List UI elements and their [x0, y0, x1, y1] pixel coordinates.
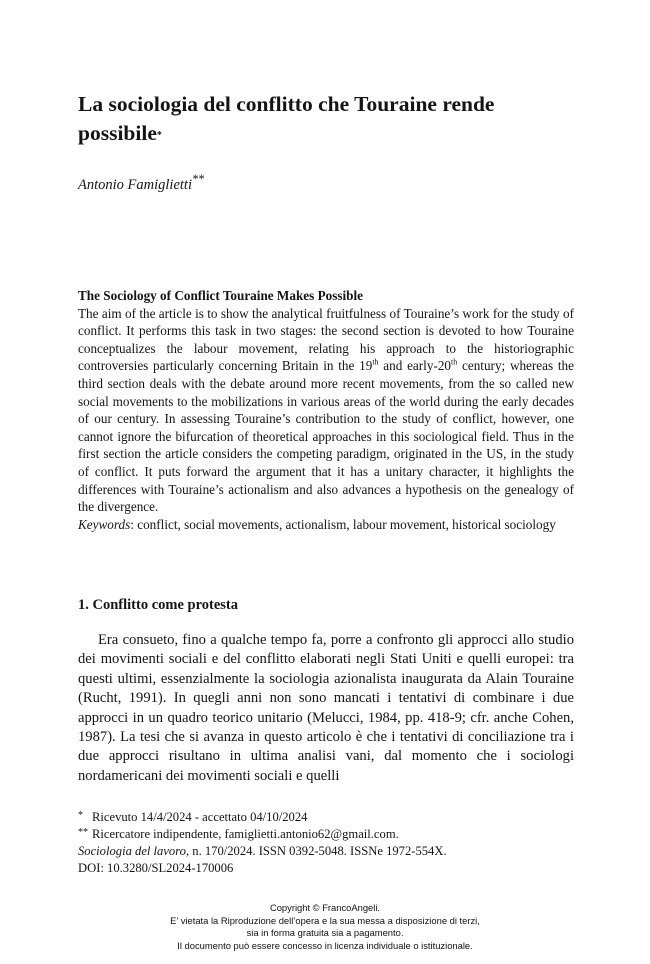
title-text: La sociologia del conflitto che Touraine rende possibile	[78, 92, 495, 145]
doi-line: DOI: 10.3280/SL2024-170006	[78, 861, 234, 875]
title-footnote-marker: *	[156, 130, 162, 141]
copyright-notice	[0, 902, 650, 952]
footnote-1-marker: *	[78, 810, 83, 821]
author-line	[78, 172, 204, 194]
footnote-1	[78, 809, 574, 826]
journal-details: , n. 170/2024. ISSN 0392-5048. ISSNe 1972-554X.	[185, 844, 447, 858]
keywords-label: Keywords	[78, 516, 131, 532]
author-name: Antonio Famiglietti	[78, 176, 192, 193]
footnotes	[78, 809, 574, 877]
section-heading: 1. Conflitto come protesta	[78, 597, 239, 613]
copyright-line-1: Copyright © FrancoAngeli.	[269, 902, 381, 913]
footnote-2-marker: **	[78, 827, 88, 838]
journal-name: Sociologia del lavoro	[78, 844, 186, 858]
keywords-line	[78, 516, 574, 534]
abstract-title: The Sociology of Conflict Touraine Makes Possible	[78, 288, 364, 303]
abstract-text-2: and early-20	[378, 358, 452, 374]
abstract-superscript-1: th	[372, 357, 379, 367]
journal-citation	[78, 843, 574, 860]
abstract-text-1: The aim of the article is to show the analytical fruitfulness of Touraine’s work for the study of conflict. It performs this task in two stages: the second section is devoted to how Touraine conceptualizes the labour movement, relating his approach to the historiographic controversies particularly concerning Britain in the 19	[78, 305, 574, 374]
abstract	[78, 287, 574, 533]
copyright-line-2: E’ vietata la Riproduzione dell’opera e la sua messa a disposizione di terzi,	[170, 914, 480, 926]
copyright-line-4: Il documento può essere concesso in licenza individuale o istituzionale.	[177, 939, 473, 951]
abstract-body	[78, 305, 574, 516]
footnote-2-text: Ricercatore indipendente, famiglietti.antonio62@gmail.com.	[92, 827, 399, 841]
author-footnote-marker: **	[191, 172, 205, 186]
article-title	[78, 90, 578, 148]
abstract-superscript-2: th	[451, 357, 458, 367]
copyright-line-3: sia in forma gratuita sia a pagamento.	[246, 927, 404, 938]
body-paragraph: Era consueto, fino a qualche tempo fa, porre a confronto gli approcci allo studio dei movimenti sociali e del conflitto elaborati negli Stati Uniti e quelli europei: tra questi ultimi, essenzialmente la sociologia azionalista inaugurata da Alain Touraine (Rucht, 1991). In quegli anni non sono mancati i tentativi di combinare i due approcci in un quadro teorico unitario (Melucci, 1984, pp. 418-9; cfr. anche Cohen, 1987). La tesi che si avanza in questo articolo è che i tentativi di conciliazione tra i due approcci risultano in ultima analisi vani, dal momento che i sociologi nordamericani dei movimenti sociali e quelli	[78, 632, 574, 784]
keywords-list: : conflict, social movements, actionalism, labour movement, historical sociology	[130, 516, 556, 532]
abstract-text-3: century; whereas the third section deals with the debate around more recent movements, from the so called new social movements to the mobilizations in various areas of the world during the early decades of our century. In assessing Touraine’s contribution to the study of conflict, however, one cannot ignore the bifurcation of theoretical approaches in this sociological field. Thus in the first section the article considers the competing paradigm, originated in the US, in the study of conflict. It puts forward the argument that it has a unitary character, it highlights the differences with Touraine’s actionalism and also advances a hypothesis on the genealogy of the divergence.	[78, 358, 574, 515]
footnote-1-text: Ricevuto 14/4/2024 - accettato 04/10/2024	[92, 810, 308, 824]
footnote-2	[78, 826, 574, 843]
